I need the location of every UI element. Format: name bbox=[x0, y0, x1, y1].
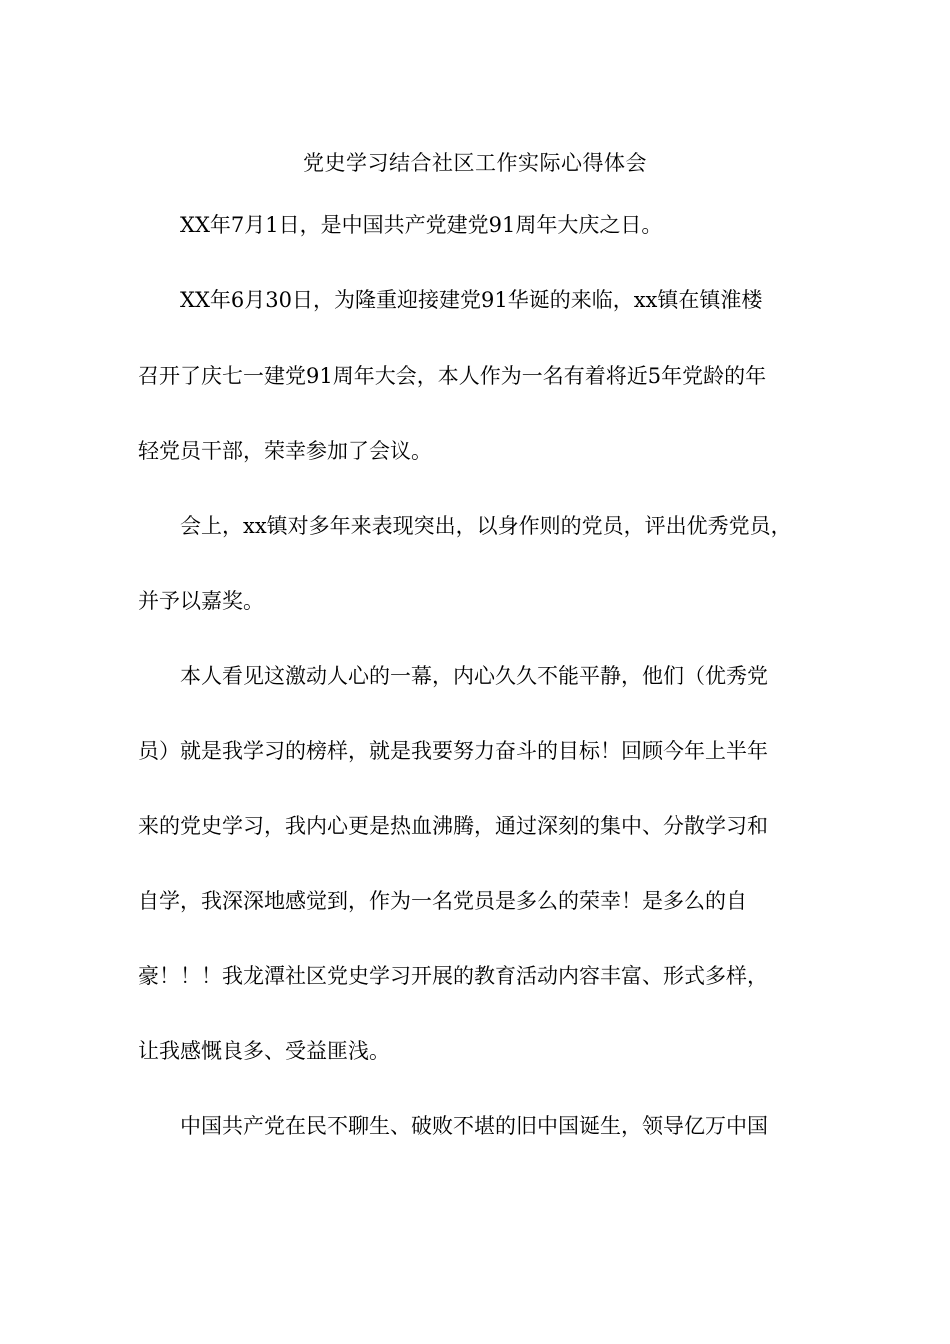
paragraph-line: XX年7月1日，是中国共产党建党91周年大庆之日。 bbox=[180, 213, 663, 237]
paragraph-line: XX年6月30日，为隆重迎接建党91华诞的来临，xx镇在镇淮楼 bbox=[180, 288, 763, 312]
document-title: 党史学习结合社区工作实际心得体会 bbox=[303, 151, 647, 175]
paragraph-line: 会上，xx镇对多年来表现突出，以身作则的党员，评出优秀党员， bbox=[180, 514, 792, 538]
paragraph-line: 中国共产党在民不聊生、破败不堪的旧中国诞生，领导亿万中国 bbox=[180, 1114, 768, 1138]
paragraph-line: 员）就是我学习的榜样，就是我要努力奋斗的目标！回顾今年上半年 bbox=[138, 739, 768, 763]
paragraph-line: 召开了庆七一建党91周年大会，本人作为一名有着将近5年党龄的年 bbox=[138, 364, 767, 388]
paragraph-line: 来的党史学习，我内心更是热血沸腾，通过深刻的集中、分散学习和 bbox=[138, 814, 768, 838]
paragraph-line: 本人看见这激动人心的一幕，内心久久不能平静，他们（优秀党 bbox=[180, 664, 768, 688]
paragraph-line: 让我感慨良多、受益匪浅。 bbox=[138, 1039, 390, 1063]
paragraph-line: 轻党员干部，荣幸参加了会议。 bbox=[138, 439, 432, 463]
paragraph-line: 自学，我深深地感觉到，作为一名党员是多么的荣幸！是多么的自 bbox=[138, 889, 747, 913]
paragraph-line: 并予以嘉奖。 bbox=[138, 589, 264, 613]
paragraph-line: 豪！！！我龙潭社区党史学习开展的教育活动内容丰富、形式多样， bbox=[138, 964, 768, 988]
